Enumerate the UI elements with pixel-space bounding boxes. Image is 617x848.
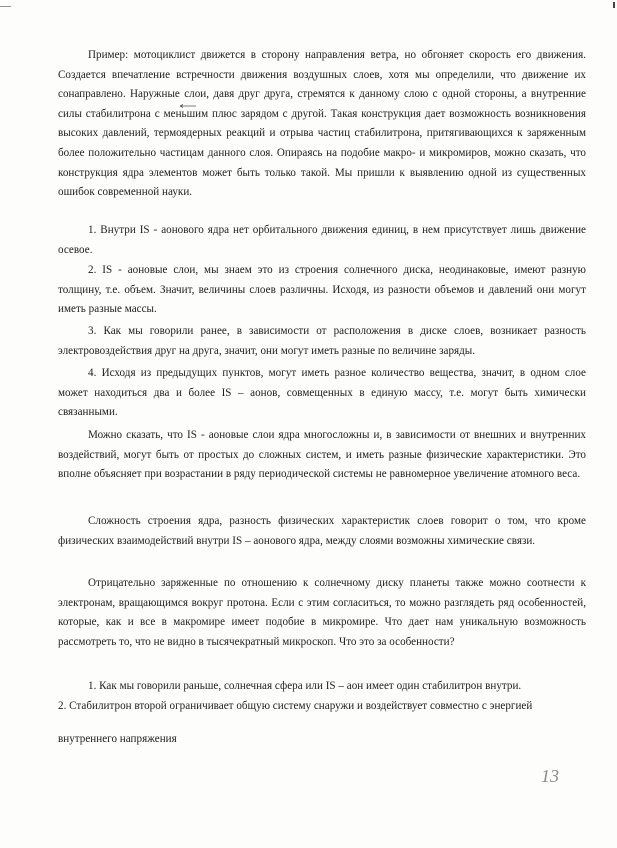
paragraph-point-2: 2. IS - аоновые слои, мы знаем это из строения солнечного диска, неодинаковые, имеют разную толщину, т.е. объем. Значит, величины слоев различны. Исходя, из разности объемов и давлений они могут иметь разные массы. — [58, 264, 586, 316]
page-number: 13 — [541, 766, 559, 786]
list-item-2-continuation: внутреннего напряжения — [58, 733, 177, 745]
paragraph-chemical-bonds: Сложность строения ядра, разность физических характеристик слоев говорит о том, что кроме физических взаимодействий внутри IS – аонового ядра, между слоями возможны химические связи. — [58, 515, 586, 547]
paragraph-electrons: Отрицательно заряженные по отношению к солнечному диску планеты также можно соотнести к электронам, вращающимся вокруг протона. Если с этим согласиться, то можно разглядеть ряд особенностей, которые, как и все в макромире имеет подобие в микромире. Что дает нам уникальную возможность рассмотреть то, что не видно в тысячекратный микроскоп. Что это за особенности? — [58, 577, 586, 648]
scan-mark: — — [0, 0, 11, 12]
paragraph-point-3: 3. Как мы говорили ранее, в зависимости от расположения в диске слоев, возникает разность электровоздействия друг на друга, значит, они могут иметь разные по величине заряды. — [58, 325, 586, 357]
paragraph-example: Пример: мотоциклист движется в сторону направления ветра, но обгоняет скорость его движения. Создается впечатление встречности движения воздушных слоев, хотя мы определили, что движение их сонаправлено. Наружные слои, давя друг друга, стремятся к данному слою с одной стороны, а внутренние силы стабилитрона с меньшим плюс зарядом с другой. Такая конструкция дает возможность возникновения высоких давлений, термоядерных реакций и отрыва частиц стабилитрона, притягивающихся к заряженным более положительно частицам данного слоя. Опираясь на подобие макро- и микромиров, можно сказать, что конструкция ядра элементов может быть только такой. Мы пришли к выявлению одной из существенных ошибок современной науки. — [58, 49, 586, 199]
handwritten-arrow-mark — [179, 104, 197, 108]
list-item-1: 1. Как мы говорили раньше, солнечная сфера или IS – аон имеет один стабилитрон внутри. — [88, 680, 522, 692]
paragraph-complexity: Можно сказать, что IS - аоновые слои ядра многосложны и, в зависимости от внешних и внутренних воздействий, могут быть от простых до сложных систем, и иметь разные физические характеристики. Это вполне объясняет при возрастании в ряду периодической системы не равномерное увеличение атомного веса. — [58, 429, 586, 481]
paragraph-point-4: 4. Исходя из предыдущих пунктов, могут иметь разное количество вещества, значит, в одном слое может находиться два и более IS – аонов, совмещенных в единую массу, т.е. могут быть химически связанными. — [58, 367, 586, 419]
paragraph-point-1: 1. Внутри IS - аонового ядра нет орбитального движения единиц, в нем присутствует лишь движение осевое. — [58, 224, 586, 256]
list-item-2: 2. Стабилитрон второй ограничивает общую систему снаружи и воздействует совместно с энергией — [58, 700, 533, 712]
scan-corner-mark — [613, 2, 615, 8]
